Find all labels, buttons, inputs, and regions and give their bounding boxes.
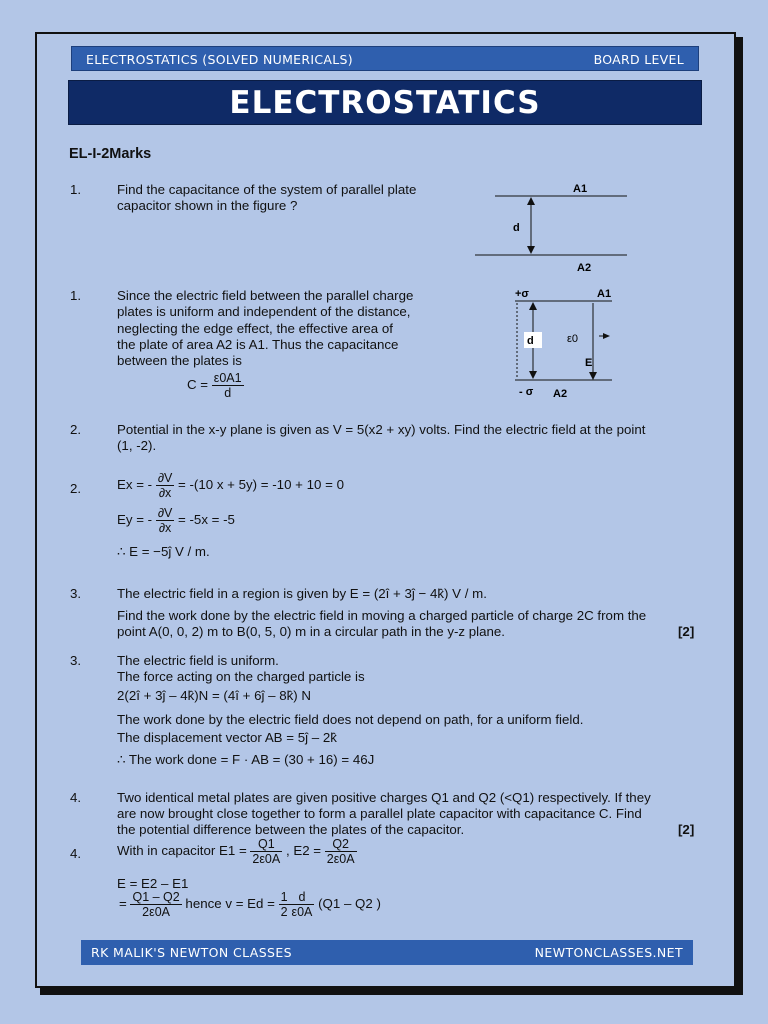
arrow-down-icon	[529, 371, 537, 379]
arrow-up-icon	[527, 197, 535, 205]
a2-ex-rhs: = -(10 x + 5y) = -10 + 10 = 0	[178, 477, 344, 493]
q1-number: 1.	[70, 182, 82, 197]
q1-line2: capacitor shown in the figure ?	[117, 198, 298, 213]
a3-number: 3.	[70, 653, 82, 668]
a1-fig-plus-sigma: +σ	[515, 288, 529, 300]
a4-half-den: 2	[280, 905, 288, 919]
q3-number: 3.	[70, 586, 82, 601]
footer-brand: RK MALIK'S NEWTON CLASSES	[91, 945, 293, 960]
a1-fig-a1: A1	[597, 288, 612, 300]
q2-line2: (1, -2).	[117, 438, 157, 453]
header-level: BOARD LEVEL	[593, 52, 684, 67]
a4-line2: E = E2 – E1	[117, 876, 189, 891]
a4-tail: (Q1 – Q2 )	[318, 896, 381, 912]
a4-diff-den: 2ε0A	[142, 905, 170, 919]
a2-result: ∴ E = −5ĵ V / m.	[117, 544, 210, 559]
a1-fig-eps: ε0	[567, 333, 579, 345]
a4-intro: With in capacitor E1 =	[117, 843, 247, 859]
a2-ey-fraction	[156, 506, 175, 535]
a1-line: plates is uniform and independent of the distance,	[117, 304, 411, 319]
q1-fig-a1: A1	[573, 183, 588, 195]
a4-d-den: ε0A	[291, 905, 313, 919]
a3-line: The electric field is uniform.	[117, 653, 279, 668]
a4-final-eq	[119, 890, 381, 919]
q2-number: 2.	[70, 422, 82, 437]
a3-line: The work done by the electric field does not depend on path, for a uniform field.	[117, 712, 584, 727]
field-arrow-icon	[589, 372, 597, 380]
document-page	[35, 32, 736, 988]
a4-e1-num: Q1	[250, 837, 282, 852]
a2-ex-num: ∂V	[157, 471, 173, 485]
q2-line1: Potential in the x-y plane is given as V = 5(x2 + xy) volts. Find the electric field at the point	[117, 422, 646, 437]
a4-number: 4.	[70, 846, 82, 861]
arrow-up-icon	[529, 302, 537, 310]
a4-hence: hence v = Ed =	[185, 896, 275, 912]
a1-capacitor-figure	[497, 284, 647, 402]
q3-marks: [2]	[678, 624, 695, 639]
header-subject: ELECTROSTATICS (SOLVED NUMERICALS)	[86, 52, 353, 67]
q1-capacitor-figure	[467, 179, 637, 274]
q4-line2: are now brought close together to form a parallel plate capacitor with capacitance C. Find	[117, 806, 642, 821]
a3-line: 2(2î + 3ĵ – 4k̂)N = (4î + 6ĵ – 8k̂) N	[117, 688, 311, 703]
a4-e2-fraction	[325, 837, 357, 866]
a3-line: ∴ The work done = F · AB = (30 + 16) = 46J	[117, 752, 375, 767]
a2-ex-lhs: Ex = -	[117, 477, 153, 493]
a2-ex-fraction	[156, 471, 175, 500]
top-header-bar	[71, 46, 699, 71]
a4-d-num: d	[290, 890, 315, 905]
a2-ey-rhs: = -5x = -5	[178, 512, 235, 528]
a2-ey-num: ∂V	[157, 506, 173, 520]
footer-bar	[81, 940, 693, 965]
a1-line: the plate of area A2 is A1. Thus the capacitance	[117, 337, 399, 352]
a2-ey-den: ∂x	[158, 521, 172, 535]
a2-ey-eq	[117, 506, 235, 535]
a4-e1-e2	[117, 837, 357, 866]
a4-e2-den: 2ε0A	[326, 852, 355, 866]
a4-half-fraction	[279, 890, 290, 919]
q4-marks: [2]	[678, 822, 695, 837]
a1-fig-d: d	[527, 335, 534, 347]
a1-line: neglecting the edge effect, the effective area of	[117, 321, 393, 336]
a4-half-num: 1	[280, 890, 288, 904]
a2-ex-eq	[117, 471, 344, 500]
a1-fraction	[212, 371, 244, 400]
a1-number: 1.	[70, 288, 82, 303]
a1-fraction-den: d	[224, 386, 232, 400]
a1-fig-e: E	[585, 357, 593, 369]
a1-fig-minus-sigma: - σ	[519, 386, 534, 398]
q1-fig-a2: A2	[577, 262, 592, 274]
q3-line3: point A(0, 0, 2) m to B(0, 5, 0) m in a circular path in the y-z plane.	[117, 624, 506, 639]
footer-website-link[interactable]: NEWTONCLASSES.NET	[534, 945, 683, 960]
q4-number: 4.	[70, 790, 82, 805]
page-title: ELECTROSTATICS	[68, 80, 702, 125]
arrow-right-icon	[603, 333, 610, 339]
a2-number: 2.	[70, 481, 82, 496]
a1-fraction-num: ε0A1	[213, 371, 242, 385]
q3-line2: Find the work done by the electric field in moving a charged particle of charge 2C from the	[117, 608, 647, 623]
a1-line: between the plates is	[117, 353, 242, 368]
a1-formula	[187, 371, 244, 400]
a4-e1-fraction	[250, 837, 282, 866]
a3-line: The displacement vector AB = 5ĵ – 2k̂	[117, 730, 337, 745]
section-heading: EL-I-2Marks	[69, 146, 152, 162]
a4-diff-num: Q1 – Q2	[132, 890, 180, 904]
a1-line: Since the electric field between the parallel charge	[117, 288, 414, 303]
q1-fig-d: d	[513, 222, 520, 234]
a4-e2-lhs: , E2 =	[285, 843, 322, 859]
q3-line1: The electric field in a region is given by E = (2î + 3ĵ − 4k̂) V / m.	[117, 586, 487, 601]
a4-eq-sign: =	[119, 896, 127, 912]
a3-line: The force acting on the charged particle is	[117, 669, 365, 684]
q1-line1: Find the capacitance of the system of parallel plate	[117, 182, 417, 197]
q4-line3: the potential difference between the plates of the capacitor.	[117, 822, 465, 837]
a4-diff-fraction	[130, 890, 181, 919]
q4-line1: Two identical metal plates are given positive charges Q1 and Q2 (<Q1) respectively. If they	[117, 790, 651, 805]
a4-d-fraction	[290, 890, 315, 919]
a2-ey-lhs: Ey = -	[117, 512, 153, 528]
a1-fig-a2: A2	[553, 388, 568, 400]
a4-e2-num: Q2	[325, 837, 357, 852]
a4-e1-den: 2ε0A	[252, 852, 281, 866]
arrow-down-icon	[527, 246, 535, 254]
a2-ex-den: ∂x	[158, 486, 172, 500]
a1-formula-lhs: C =	[187, 377, 209, 393]
